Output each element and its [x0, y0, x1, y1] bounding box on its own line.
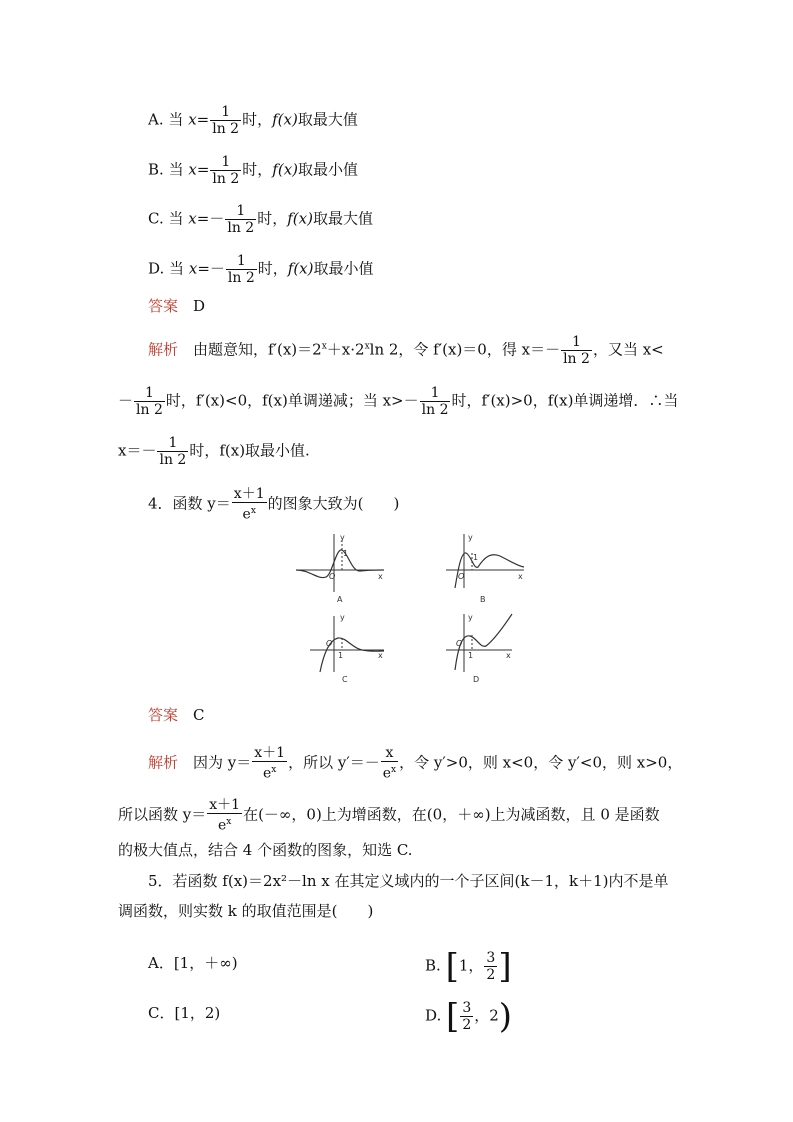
fraction: $\frac{1}{\ln 2}$ [421, 385, 449, 418]
curve-a [296, 550, 384, 578]
option-b: B. 当 x= $\frac{1}{\ln 2}$ 时，f(x)取最小值 [148, 154, 359, 187]
graph-label: C [342, 675, 348, 684]
fraction: $\frac{x}{e^x}$ [382, 745, 397, 782]
axis-x-label: x [378, 651, 383, 660]
answer-value: D [193, 297, 206, 315]
origin-label: O [326, 639, 333, 648]
question-5-line-1: 5．若函数 f(x)＝2x²－ln x 在其定义域内的一个子区间(k－1，k＋1)内不是单 [148, 872, 669, 890]
axis-y-label: y [340, 533, 345, 542]
axis-y-label: y [340, 613, 345, 622]
analysis-label: 解析 [148, 753, 179, 772]
fraction: $\frac{1}{\ln 2}$ [159, 435, 187, 468]
option-d: D. [ $\frac{3}{2}$ ，2) [425, 996, 513, 1037]
question-4-stem: 4．函数 y＝ $\frac{x+1}{e^x}$ 的图象大致为( ) [148, 486, 400, 523]
tick-label: 1 [473, 553, 479, 562]
option-a: A. 当 x= $\frac{1}{\ln 2}$ 时，f(x)取最大值 [148, 104, 358, 137]
fraction: $\frac{1}{\ln 2}$ [563, 334, 590, 367]
analysis-line-3: 的极大值点，结合 4 个函数的图象，知选 C. [118, 841, 413, 859]
answer-label: 答案 [148, 297, 179, 315]
graph-a [296, 534, 384, 592]
axis-x-label: x [506, 651, 511, 660]
origin-label: O [329, 572, 336, 581]
tick-label: 1 [343, 549, 349, 558]
option-c: C. 当 x=－ $\frac{1}{\ln 2}$ 时，f(x)取最大值 [148, 203, 373, 236]
origin-label: O [458, 572, 465, 581]
fraction: $\frac{1}{\ln 2}$ [227, 203, 255, 236]
fraction: $\frac{1}{\ln 2}$ [136, 385, 163, 418]
tick-label: 1 [468, 651, 474, 660]
fraction: $\frac{1}{\ln 2}$ [227, 253, 255, 286]
fraction: $\frac{1}{\ln 2}$ [212, 104, 240, 137]
fraction: $\frac{3}{2}$ [462, 1000, 472, 1033]
analysis-label: 解析 [148, 340, 179, 359]
analysis-line-3: x＝－ $\frac{1}{\ln 2}$ 时，f(x)取最小值. [118, 435, 310, 468]
axis-x-label: x [378, 572, 383, 581]
analysis-line-2: － $\frac{1}{\ln 2}$ 时，f′(x)<0，f(x)单调递减；当 x>－ $\frac{1}{\ln 2}$ 时，f′(x)>0，f(x)单调递增．∴当 [118, 385, 679, 418]
analysis-line-2: 所以函数 y＝ $\frac{x+1}{e^x}$ 在(－∞，0)上为增函数，在(0，＋∞)上为减函数，且 0 是函数 [118, 797, 660, 834]
fraction: $\frac{x+1}{e^x}$ [254, 745, 286, 782]
answer-value: C [193, 706, 205, 724]
graph-label: D [473, 675, 480, 684]
fraction: $\frac{1}{\ln 2}$ [212, 154, 240, 187]
analysis-line-1: 解析 因为 y＝ $\frac{x+1}{e^x}$ ，所以 y′＝－ $\frac{x}{e^x}$ ，令 y′>0，则 x<0，令 y′<0，则 x>0， [148, 745, 683, 782]
fraction: $\frac{x+1}{e^x}$ [233, 486, 265, 523]
tick-label: 1 [338, 651, 344, 660]
answer-label: 答案 [148, 706, 179, 724]
axis-y-label: y [468, 613, 473, 622]
answer-line [148, 705, 205, 725]
graph-label: A [337, 595, 343, 604]
graph-label: B [480, 595, 486, 604]
question-5-line-2: 调函数，则实数 k 的取值范围是( ) [118, 902, 374, 920]
analysis-line-1: 解析 由题意知，$f'(x)=2^x+x\cdot 2^x\ln$ 2，令 f′(x)＝0，得 x＝－ $\frac{1}{\ln 2}$ ，又当 x< [148, 334, 664, 367]
option-c: C．[1，2) [148, 1004, 221, 1022]
fraction: $\frac{x+1}{e^x}$ [209, 797, 241, 834]
axis-y-label: y [468, 533, 473, 542]
option-d: D. 当 x=－ $\frac{1}{\ln 2}$ 时，f(x)取最小值 [148, 253, 374, 286]
fraction: $\frac{3}{2}$ [486, 950, 496, 983]
option-a: A．[1，＋∞) [148, 954, 238, 972]
option-b: B. [1， $\frac{3}{2}$ ] [425, 946, 512, 987]
axis-x-label: x [518, 572, 523, 581]
origin-label: O [456, 639, 463, 648]
graph-c [310, 616, 384, 672]
